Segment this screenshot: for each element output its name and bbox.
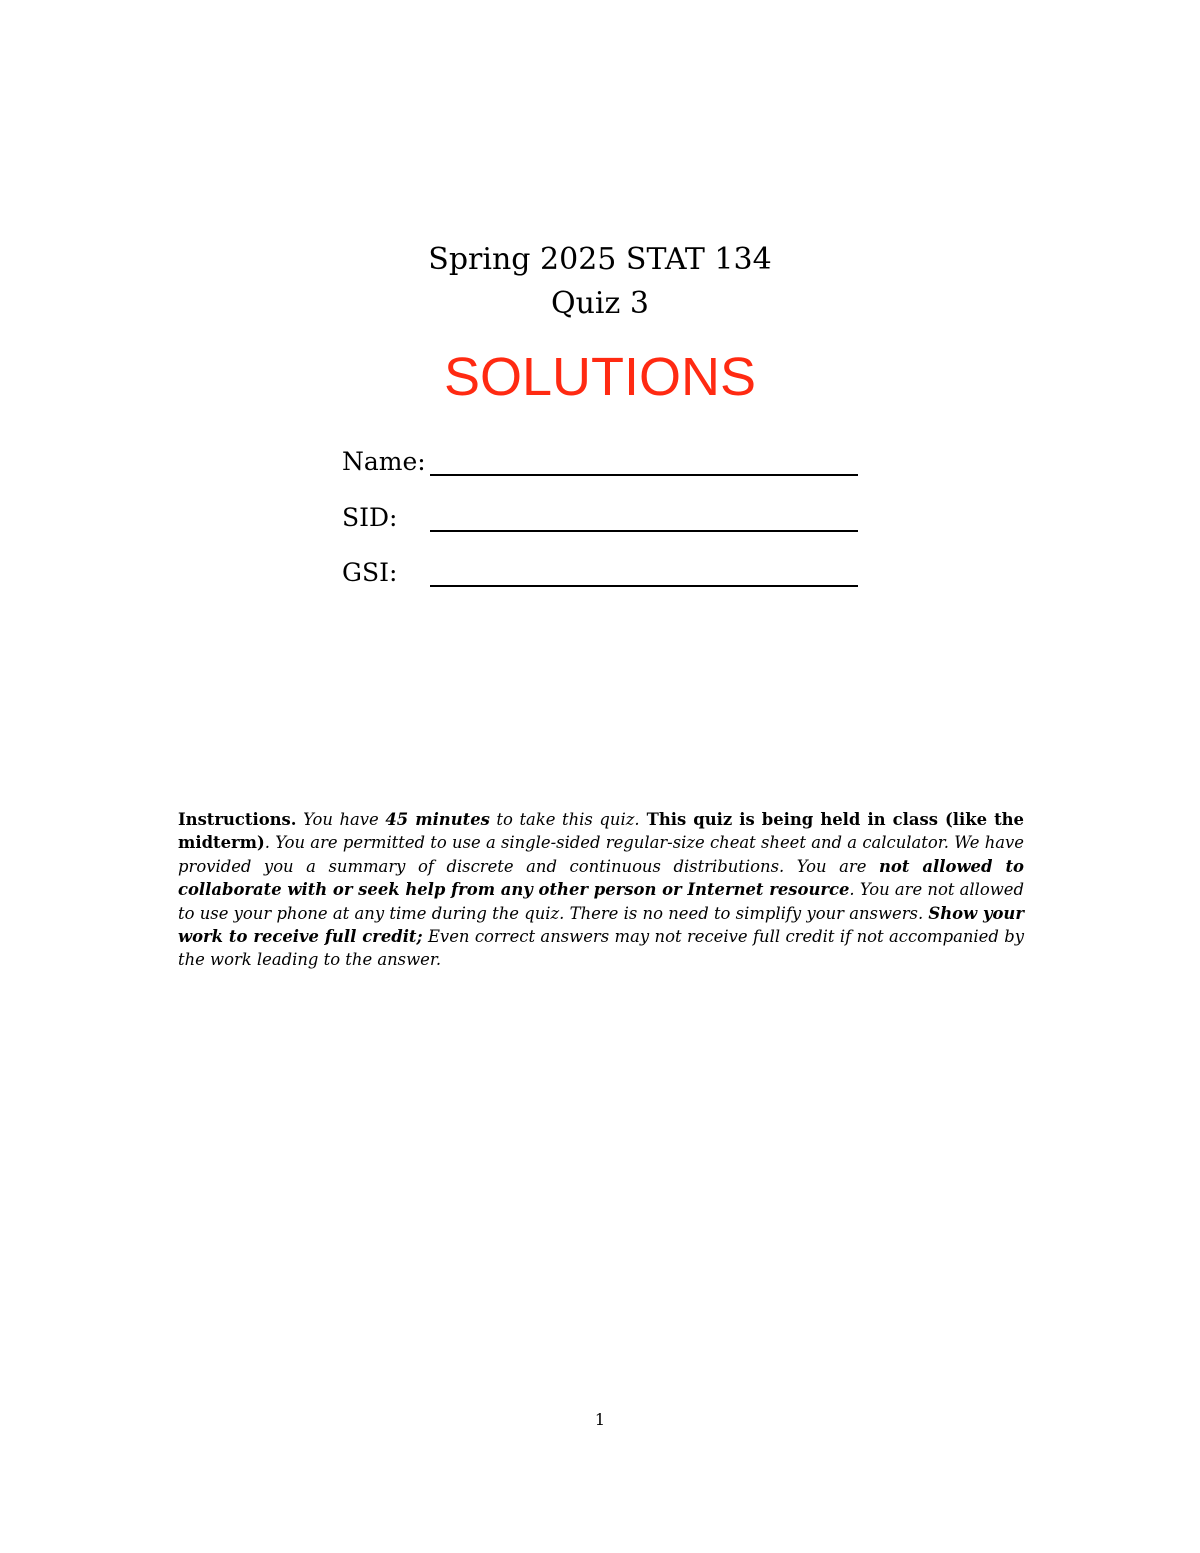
- instructions-phone: . You are not allowed to use your phone at any time during the quiz. There is no need to simplify your answers.: [178, 880, 1024, 923]
- sid-field: [342, 502, 862, 542]
- instructions-time-limit: 45 minutes: [385, 810, 490, 829]
- page-number: 1: [594, 1410, 606, 1429]
- instructions-show-work: Show your work to receive full credit;: [178, 903, 1024, 947]
- instructions-in-class: This quiz is being held in class (like the midterm): [178, 810, 1024, 853]
- solutions-banner: SOLUTIONS: [443, 347, 757, 407]
- instructions-credit: Even correct answers may not receive full credit if not accompanied by the work leading to the answer.: [178, 927, 1024, 970]
- quiz-title: Quiz 3: [551, 286, 649, 321]
- instructions-time-pre: You have: [303, 810, 386, 829]
- gsi-line: [430, 585, 858, 587]
- instructions-not-allowed: not allowed to collaborate with or seek help from any other person or Internet resource: [178, 856, 1024, 900]
- name-label: Name:: [342, 447, 426, 476]
- name-line: [430, 474, 858, 476]
- name-field: [342, 446, 862, 486]
- gsi-field: [342, 557, 862, 597]
- instructions-time-post: to take this quiz.: [489, 810, 640, 829]
- sid-line: [430, 530, 858, 532]
- course-title: Spring 2025 STAT 134: [428, 242, 772, 277]
- gsi-label: GSI:: [342, 558, 398, 587]
- instructions-permitted: . You are permitted to use a single-sided regular-size cheat sheet and a calculator. We have provided you a summary of discrete and continuous distributions. You are: [178, 833, 1024, 876]
- instructions-heading: Instructions.: [178, 810, 297, 829]
- sid-label: SID:: [342, 503, 398, 532]
- instructions-paragraph: [178, 808, 1024, 972]
- title-block: [0, 238, 1200, 326]
